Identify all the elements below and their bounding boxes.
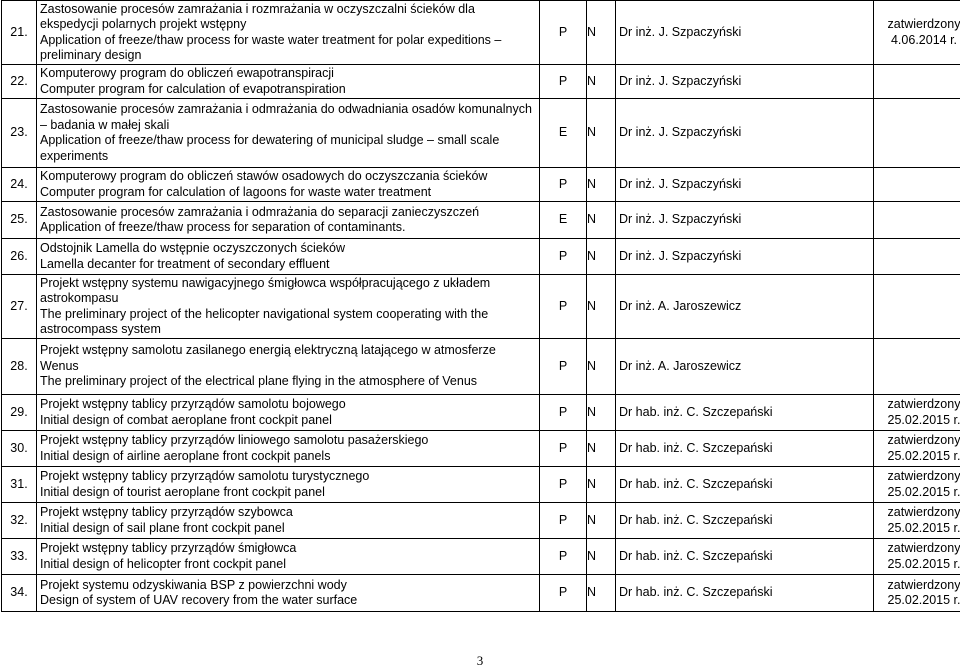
topic-status [874, 239, 960, 275]
status-date: 25.02.2015 r. [874, 413, 960, 429]
topic-supervisor: Dr inż. J. Szpaczyński [616, 168, 874, 202]
topic-title-polish: Projekt wstępny systemu nawigacyjnego śmigłowca współpracującego z układem astrokompasu [40, 276, 536, 307]
topic-title-english: The preliminary project of the electrical plane flying in the atmosphere of Venus [40, 374, 536, 390]
topic-language: N [587, 395, 616, 431]
topic-supervisor: Dr inż. J. Szpaczyński [616, 99, 874, 168]
topic-language: N [587, 575, 616, 612]
table-row [2, 339, 960, 395]
topic-language: N [587, 65, 616, 99]
topic-status [874, 503, 960, 539]
topic-title-english: Initial design of sail plane front cockpit panel [40, 521, 536, 537]
topic-supervisor: Dr hab. inż. C. Szczepański [616, 575, 874, 612]
topic-title-english: Application of freeze/thaw process for dewatering of municipal sludge – small scale experiments [40, 133, 536, 164]
topic-status [874, 431, 960, 467]
topic-title-english: Initial design of combat aeroplane front cockpit panel [40, 413, 536, 429]
table-row [2, 275, 960, 339]
topic-title-polish: Komputerowy program do obliczeń stawów osadowych do oczyszczania ścieków [40, 169, 536, 185]
topic-supervisor: Dr hab. inż. C. Szczepański [616, 539, 874, 575]
status-text: zatwierdzony [874, 578, 960, 594]
topic-type: P [540, 239, 587, 275]
topic-number: 25. [2, 202, 37, 239]
topic-status [874, 467, 960, 503]
topic-status [874, 395, 960, 431]
topic-number: 23. [2, 99, 37, 168]
topic-title-english: Initial design of helicopter front cockpit panel [40, 557, 536, 573]
topic-title-polish: Zastosowanie procesów zamrażania i odmrażania do separacji zanieczyszczeń [40, 205, 536, 221]
table-row [2, 168, 960, 202]
status-text: zatwierdzony [874, 433, 960, 449]
table-row [2, 1, 960, 65]
topic-type: P [540, 395, 587, 431]
topic-type: P [540, 575, 587, 612]
topic-number: 28. [2, 339, 37, 395]
topic-title-polish: Projekt wstępny tablicy przyrządów śmigłowca [40, 541, 536, 557]
topic-title-english: Application of freeze/thaw process for separation of contaminants. [40, 220, 536, 236]
topic-language: N [587, 431, 616, 467]
status-text: zatwierdzony [874, 397, 960, 413]
topic-supervisor: Dr inż. A. Jaroszewicz [616, 339, 874, 395]
topic-supervisor: Dr inż. J. Szpaczyński [616, 202, 874, 239]
topic-title-polish: Projekt systemu odzyskiwania BSP z powierzchni wody [40, 578, 536, 594]
status-text: zatwierdzony [874, 505, 960, 521]
topic-title-english: Design of system of UAV recovery from the water surface [40, 593, 536, 609]
topic-type: P [540, 65, 587, 99]
topic-number: 34. [2, 575, 37, 612]
topic-title [37, 339, 540, 395]
topic-number: 26. [2, 239, 37, 275]
topic-type: E [540, 202, 587, 239]
topic-title-polish: Projekt wstępny tablicy przyrządów szybowca [40, 505, 536, 521]
table-row [2, 99, 960, 168]
topic-language: N [587, 99, 616, 168]
topic-type: P [540, 503, 587, 539]
topic-title-english: Application of freeze/thaw process for waste water treatment for polar expeditions – preliminary design [40, 33, 536, 64]
table-row [2, 395, 960, 431]
status-date: 25.02.2015 r. [874, 449, 960, 465]
topic-status [874, 99, 960, 168]
topic-supervisor: Dr inż. J. Szpaczyński [616, 1, 874, 65]
topic-supervisor: Dr hab. inż. C. Szczepański [616, 503, 874, 539]
topic-title [37, 168, 540, 202]
page-number: 3 [0, 653, 960, 669]
status-date: 4.06.2014 r. [874, 33, 960, 49]
topic-language: N [587, 539, 616, 575]
status-date: 25.02.2015 r. [874, 521, 960, 537]
status-date: 25.02.2015 r. [874, 485, 960, 501]
topic-status [874, 539, 960, 575]
topic-title [37, 467, 540, 503]
topic-status [874, 339, 960, 395]
topic-title [37, 395, 540, 431]
table-row [2, 431, 960, 467]
topic-supervisor: Dr hab. inż. C. Szczepański [616, 431, 874, 467]
topic-language: N [587, 239, 616, 275]
status-text: zatwierdzony [874, 17, 960, 33]
topic-title [37, 239, 540, 275]
topic-supervisor: Dr inż. A. Jaroszewicz [616, 275, 874, 339]
topic-title-english: Initial design of tourist aeroplane front cockpit panel [40, 485, 536, 501]
topic-title-polish: Zastosowanie procesów zamrażania i rozmrażania w oczyszczalni ścieków dla ekspedycji polarnych projekt wstępny [40, 2, 536, 33]
table-row [2, 467, 960, 503]
topic-type: P [540, 431, 587, 467]
topic-title-english: Computer program for calculation of evapotranspiration [40, 82, 536, 98]
topic-supervisor: Dr inż. J. Szpaczyński [616, 239, 874, 275]
topic-title-polish: Odstojnik Lamella do wstępnie oczyszczonych ścieków [40, 241, 536, 257]
topic-number: 31. [2, 467, 37, 503]
topic-title [37, 1, 540, 65]
topic-status [874, 65, 960, 99]
topic-title-polish: Komputerowy program do obliczeń ewapotranspiracji [40, 66, 536, 82]
status-text: zatwierdzony [874, 469, 960, 485]
topic-number: 21. [2, 1, 37, 65]
thesis-topics-table [1, 0, 960, 612]
topic-title [37, 202, 540, 239]
topic-title [37, 275, 540, 339]
topic-title [37, 575, 540, 612]
topic-title [37, 99, 540, 168]
topic-status [874, 575, 960, 612]
topic-status [874, 202, 960, 239]
topic-language: N [587, 503, 616, 539]
topic-status [874, 1, 960, 65]
topic-number: 24. [2, 168, 37, 202]
topic-language: N [587, 467, 616, 503]
topic-title [37, 65, 540, 99]
topic-title [37, 431, 540, 467]
topic-status [874, 275, 960, 339]
topic-type: P [540, 339, 587, 395]
topic-title [37, 503, 540, 539]
topic-title-polish: Projekt wstępny tablicy przyrządów samolotu turystycznego [40, 469, 536, 485]
status-date: 25.02.2015 r. [874, 593, 960, 609]
topic-number: 22. [2, 65, 37, 99]
table-body [2, 1, 960, 612]
topic-title-english: The preliminary project of the helicopter navigational system cooperating with the astrocompass system [40, 307, 536, 338]
table-row [2, 539, 960, 575]
topic-language: N [587, 202, 616, 239]
topic-title-english: Initial design of airline aeroplane front cockpit panels [40, 449, 536, 465]
topic-title-polish: Projekt wstępny tablicy przyrządów liniowego samolotu pasażerskiego [40, 433, 536, 449]
topic-language: N [587, 168, 616, 202]
table-row [2, 65, 960, 99]
topic-language: N [587, 275, 616, 339]
topic-supervisor: Dr hab. inż. C. Szczepański [616, 395, 874, 431]
status-date: 25.02.2015 r. [874, 557, 960, 573]
table-row [2, 575, 960, 612]
topic-title-polish: Projekt wstępny samolotu zasilanego energią elektryczną latającego w atmosferze Wenus [40, 343, 536, 374]
topic-type: P [540, 168, 587, 202]
topic-title-polish: Projekt wstępny tablicy przyrządów samolotu bojowego [40, 397, 536, 413]
table-row [2, 239, 960, 275]
topic-supervisor: Dr hab. inż. C. Szczepański [616, 467, 874, 503]
topic-type: P [540, 539, 587, 575]
topic-title [37, 539, 540, 575]
topic-number: 33. [2, 539, 37, 575]
topic-title-polish: Zastosowanie procesów zamrażania i odmrażania do odwadniania osadów komunalnych – badania w małej skali [40, 102, 536, 133]
table-row [2, 503, 960, 539]
topic-number: 32. [2, 503, 37, 539]
topic-supervisor: Dr inż. J. Szpaczyński [616, 65, 874, 99]
topic-status [874, 168, 960, 202]
topic-title-english: Lamella decanter for treatment of secondary effluent [40, 257, 536, 273]
topic-title-english: Computer program for calculation of lagoons for waste water treatment [40, 185, 536, 201]
topic-type: P [540, 275, 587, 339]
topic-language: N [587, 1, 616, 65]
topic-type: P [540, 467, 587, 503]
table-row [2, 202, 960, 239]
topic-type: P [540, 1, 587, 65]
topic-number: 30. [2, 431, 37, 467]
status-text: zatwierdzony [874, 541, 960, 557]
topic-type: E [540, 99, 587, 168]
topic-number: 27. [2, 275, 37, 339]
topic-number: 29. [2, 395, 37, 431]
topic-language: N [587, 339, 616, 395]
